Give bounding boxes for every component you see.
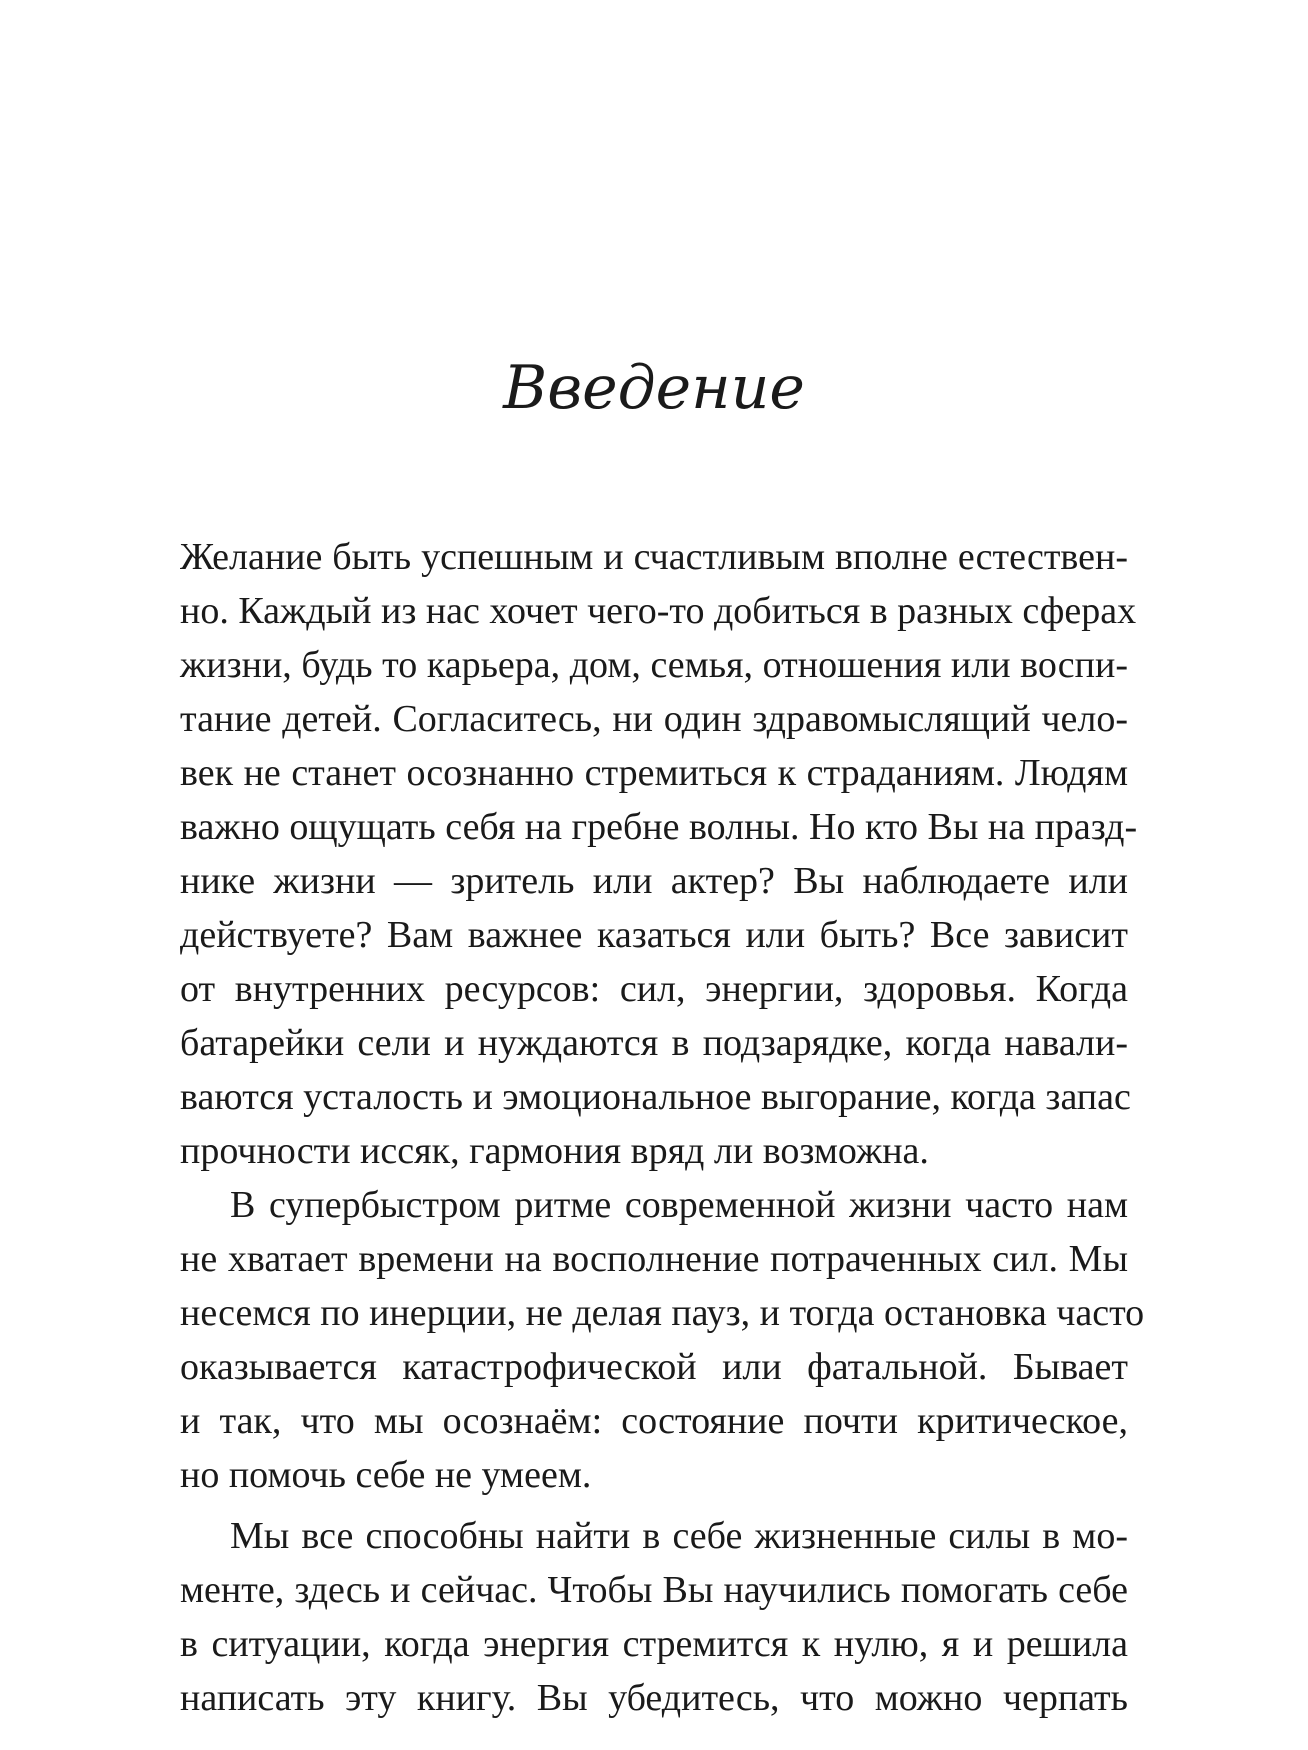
- paragraph-1: [180, 530, 1138, 1178]
- text-line: оказывается катастрофической или фатальной. Бывает: [180, 1346, 1128, 1388]
- text-line: нике жизни — зритель или актер? Вы наблюдаете или: [180, 860, 1128, 902]
- text-line: не хватает времени на восполнение потраченных сил. Мы: [180, 1238, 1128, 1280]
- paragraph-3: [180, 1509, 1128, 1725]
- text-line: несемся по инерции, не делая пауз, и тогда остановка часто: [180, 1292, 1145, 1334]
- text-line: менте, здесь и сейчас. Чтобы Вы научились помогать себе: [180, 1569, 1128, 1611]
- text-line: Желание быть успешным и счастливым вполне естествен-: [180, 536, 1128, 578]
- text-line: в ситуации, когда энергия стремится к нулю, я и решила: [180, 1623, 1128, 1665]
- text-line: прочности иссяк, гармония вряд ли возможна.: [180, 1130, 929, 1172]
- text-line: батарейки сели и нуждаются в подзарядке, когда навали-: [180, 1022, 1128, 1064]
- body-text: [180, 530, 1145, 1725]
- text-line: от внутренних ресурсов: сил, энергии, здоровья. Когда: [180, 968, 1128, 1010]
- text-line: В супербыстром ритме современной жизни часто нам: [230, 1184, 1128, 1226]
- text-line: ваются усталость и эмоциональное выгорание, когда запас: [180, 1076, 1131, 1118]
- text-line: Мы все способны найти в себе жизненные силы в мо-: [230, 1515, 1128, 1557]
- text-line: написать эту книгу. Вы убедитесь, что можно черпать: [180, 1677, 1128, 1719]
- text-line: и так, что мы осознаём: состояние почти критическое,: [180, 1400, 1128, 1442]
- text-line: действуете? Вам важнее казаться или быть? Все зависит: [180, 914, 1128, 956]
- text-line: важно ощущать себя на гребне волны. Но кто Вы на празд-: [180, 806, 1138, 848]
- text-line: но. Каждый из нас хочет чего-то добиться в разных сферах: [180, 590, 1137, 632]
- paragraph-2: [180, 1178, 1145, 1502]
- chapter-title: Введение: [503, 353, 805, 423]
- paragraph-gap: [180, 1502, 1128, 1509]
- text-line: тание детей. Согласитесь, ни один здравомыслящий чело-: [180, 698, 1128, 740]
- text-line: но помочь себе не умеем.: [180, 1454, 592, 1496]
- text-line: век не станет осознанно стремиться к страданиям. Людям: [180, 752, 1128, 794]
- text-line: жизни, будь то карьера, дом, семья, отношения или воспи-: [180, 644, 1128, 686]
